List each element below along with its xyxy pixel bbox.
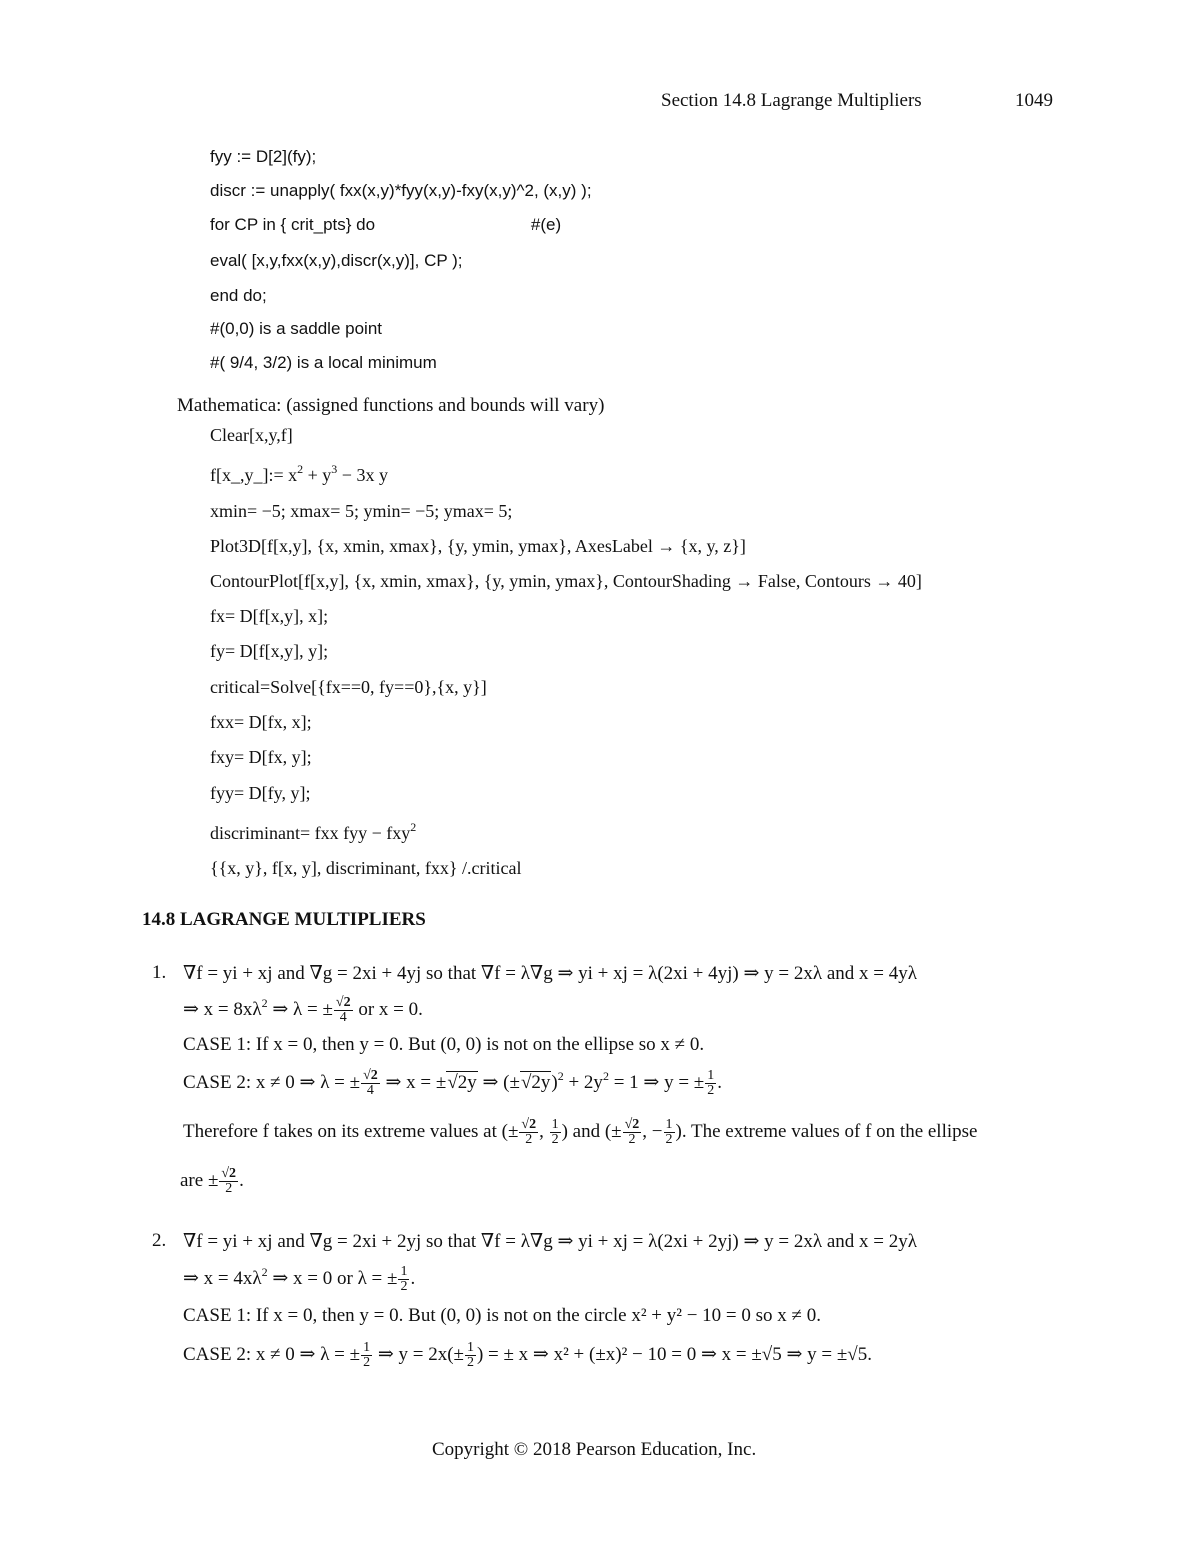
section-title: 14.8 LAGRANGE MULTIPLIERS: [142, 909, 426, 930]
problem-number: 2.: [152, 1230, 167, 1251]
math-text: ⇒ λ = ±: [267, 999, 333, 1020]
math-text: CASE 2: x ≠ 0 ⇒ λ = ±: [183, 1343, 361, 1365]
code-text: discriminant= fxx fyy − fxy: [210, 823, 411, 843]
problem-1-line-1: ∇f = yi + xj and ∇g = 2xi + 4yj so that ∇f = λ∇g ⇒ yi + xj = λ(2xi + 4yj) ⇒ y = 2xλ and x = 4yλ: [183, 963, 917, 984]
exponent: 2: [557, 1069, 564, 1083]
radical: √2y: [520, 1072, 551, 1093]
running-header-title: Section 14.8 Lagrange Multipliers: [661, 90, 922, 111]
exponent: 3: [331, 462, 338, 476]
code-line: #(0,0) is a saddle point: [210, 319, 382, 338]
fraction: $\frac{1}{2}$: [363, 1340, 371, 1370]
code-line: [210, 820, 416, 844]
code-text: f[x_,y_]:= x: [210, 465, 298, 485]
fraction: $\frac{√2}{2}$: [221, 1166, 237, 1196]
exponent: 2: [261, 1265, 268, 1279]
fraction: $\frac{1}{2}$: [466, 1340, 474, 1370]
code-line: {{x, y}, f[x, y], discriminant, fxx} /.critical: [210, 858, 522, 878]
problem-1-case-2: CASE 2: x ≠ 0 ⇒ λ = ± $\frac{√2}{4}$ ⇒ x = ±√2y ⇒ $(\pm√2y)^2 + 2y^2 = 1$ ⇒ y = ± $\frac{1}{2}$ .: [183, 1068, 722, 1099]
mathematica-heading: Mathematica: (assigned functions and bounds will vary): [177, 395, 605, 416]
problem-1-values: are ± $\frac{√2}{2}$ .: [180, 1166, 244, 1196]
code-line: fyy= D[fy, y];: [210, 783, 311, 803]
fraction: $\frac{1}{2}$: [551, 1117, 559, 1147]
code-line: critical=Solve[{fx==0, fy==0},{x, y}]: [210, 677, 487, 697]
exponent: 2: [602, 1069, 609, 1083]
problem-1-case-1: CASE 1: If x = 0, then y = 0. But (0, 0) is not on the ellipse so x ≠ 0.: [183, 1034, 705, 1055]
math-text: ⇒ x = 0 or λ = ±: [267, 1268, 398, 1289]
code-line: ContourPlot[f[x,y], {x, xmin, xmax}, {y, ymin, ymax}, ContourShading → False, Contours → 40]: [210, 571, 922, 591]
problem-2-case-1: CASE 1: If x = 0, then y = 0. But (0, 0) is not on the circle x² + y² − 10 = 0 so x ≠ 0.: [183, 1305, 821, 1326]
fraction: $\frac{1}{2}$: [400, 1264, 408, 1295]
fraction: $\frac{1}{2}$: [707, 1068, 715, 1099]
math-text: ) and (±: [561, 1120, 622, 1142]
math-text: ). The extreme values of f on the ellipse: [675, 1120, 978, 1142]
page-number: 1049: [1015, 90, 1053, 111]
code-line: Clear[x,y,f]: [210, 425, 293, 445]
math-text: = 1 ⇒ y = ±: [608, 1072, 705, 1093]
code-line: fxy= D[fx, y];: [210, 747, 312, 767]
code-line: eval( [x,y,fxx(x,y),discr(x,y)], CP );: [210, 251, 463, 270]
math-text: ⇒ x = 8xλ: [183, 999, 262, 1020]
code-text: − 3x y: [341, 465, 388, 485]
code-line: fx= D[f[x,y], x];: [210, 606, 329, 626]
exponent: 2: [261, 996, 268, 1010]
math-text: CASE 2: x ≠ 0 ⇒ λ = ±: [183, 1072, 361, 1093]
problem-2-case-2: [183, 1341, 872, 1370]
math-text: ⇒ y = 2x(±: [373, 1343, 464, 1365]
fraction: $\frac{√2}{4}$: [335, 995, 351, 1026]
math-text: + 2y: [568, 1072, 603, 1093]
copyright-footer: Copyright © 2018 Pearson Education, Inc.: [432, 1439, 757, 1460]
problem-2-line-2: ⇒ $x = 4x\lambda^2$ ⇒ x = 0 or λ = ± $\frac{1}{2}$ .: [183, 1264, 416, 1295]
math-text: ⇒ (±: [477, 1072, 520, 1093]
exponent: 2: [410, 820, 417, 834]
math-text: ⇒ x = ±: [380, 1072, 447, 1093]
math-text: or x = 0.: [353, 999, 423, 1020]
code-line: Plot3D[f[x,y], {x, xmin, xmax}, {y, ymin, ymax}, AxesLabel → {x, y, z}]: [210, 536, 746, 556]
code-line: fxx= D[fx, x];: [210, 712, 312, 732]
problem-1-conclusion: Therefore f takes on its extreme values at (± $\frac{√2}{2}$ , $\frac{1}{2}$ ) and (± $\frac{√2}{2}$ , − $\frac{1}{2}$ ). The extreme values of f on the ellipse: [183, 1117, 978, 1147]
exponent: 2: [297, 462, 304, 476]
math-text: ) = ± x ⇒ x² + (±x)² − 10 = 0 ⇒ x = ±√5 ⇒ y = ±√5.: [476, 1343, 872, 1365]
radical: √2y: [447, 1072, 477, 1093]
problem-number: 1.: [152, 962, 167, 983]
code-line: #( 9/4, 3/2) is a local minimum: [210, 353, 437, 372]
math-text: Therefore f takes on its extreme values at (±: [183, 1120, 519, 1142]
code-line: [210, 462, 388, 486]
code-line: xmin= −5; xmax= 5; ymin= −5; ymax= 5;: [210, 501, 513, 521]
math-text: are ±: [180, 1169, 219, 1191]
fraction: $\frac{√2}{4}$: [363, 1068, 378, 1099]
fraction: $\frac{1}{2}$: [665, 1117, 673, 1147]
code-line: fyy := D[2](fy);: [210, 147, 317, 166]
code-line: discr := unapply( fxx(x,y)*fyy(x,y)-fxy(x,y)^2, (x,y) );: [210, 181, 592, 200]
code-line: for CP in { crit_pts} do #(e): [210, 215, 562, 234]
code-line: end do;: [210, 286, 267, 305]
problem-2-line-1: ∇f = yi + xj and ∇g = 2xi + 2yj so that ∇f = λ∇g ⇒ yi + xj = λ(2xi + 2yj) ⇒ y = 2xλ and x = 2yλ: [183, 1231, 917, 1252]
fraction: $\frac{√2}{2}$: [521, 1117, 537, 1147]
fraction: $\frac{√2}{2}$: [624, 1117, 640, 1147]
code-line: fy= D[f[x,y], y];: [210, 641, 329, 661]
problem-1-line-2: [183, 996, 423, 1025]
math-text: ⇒ x = 4xλ: [183, 1268, 262, 1289]
code-text: + y: [307, 465, 332, 485]
